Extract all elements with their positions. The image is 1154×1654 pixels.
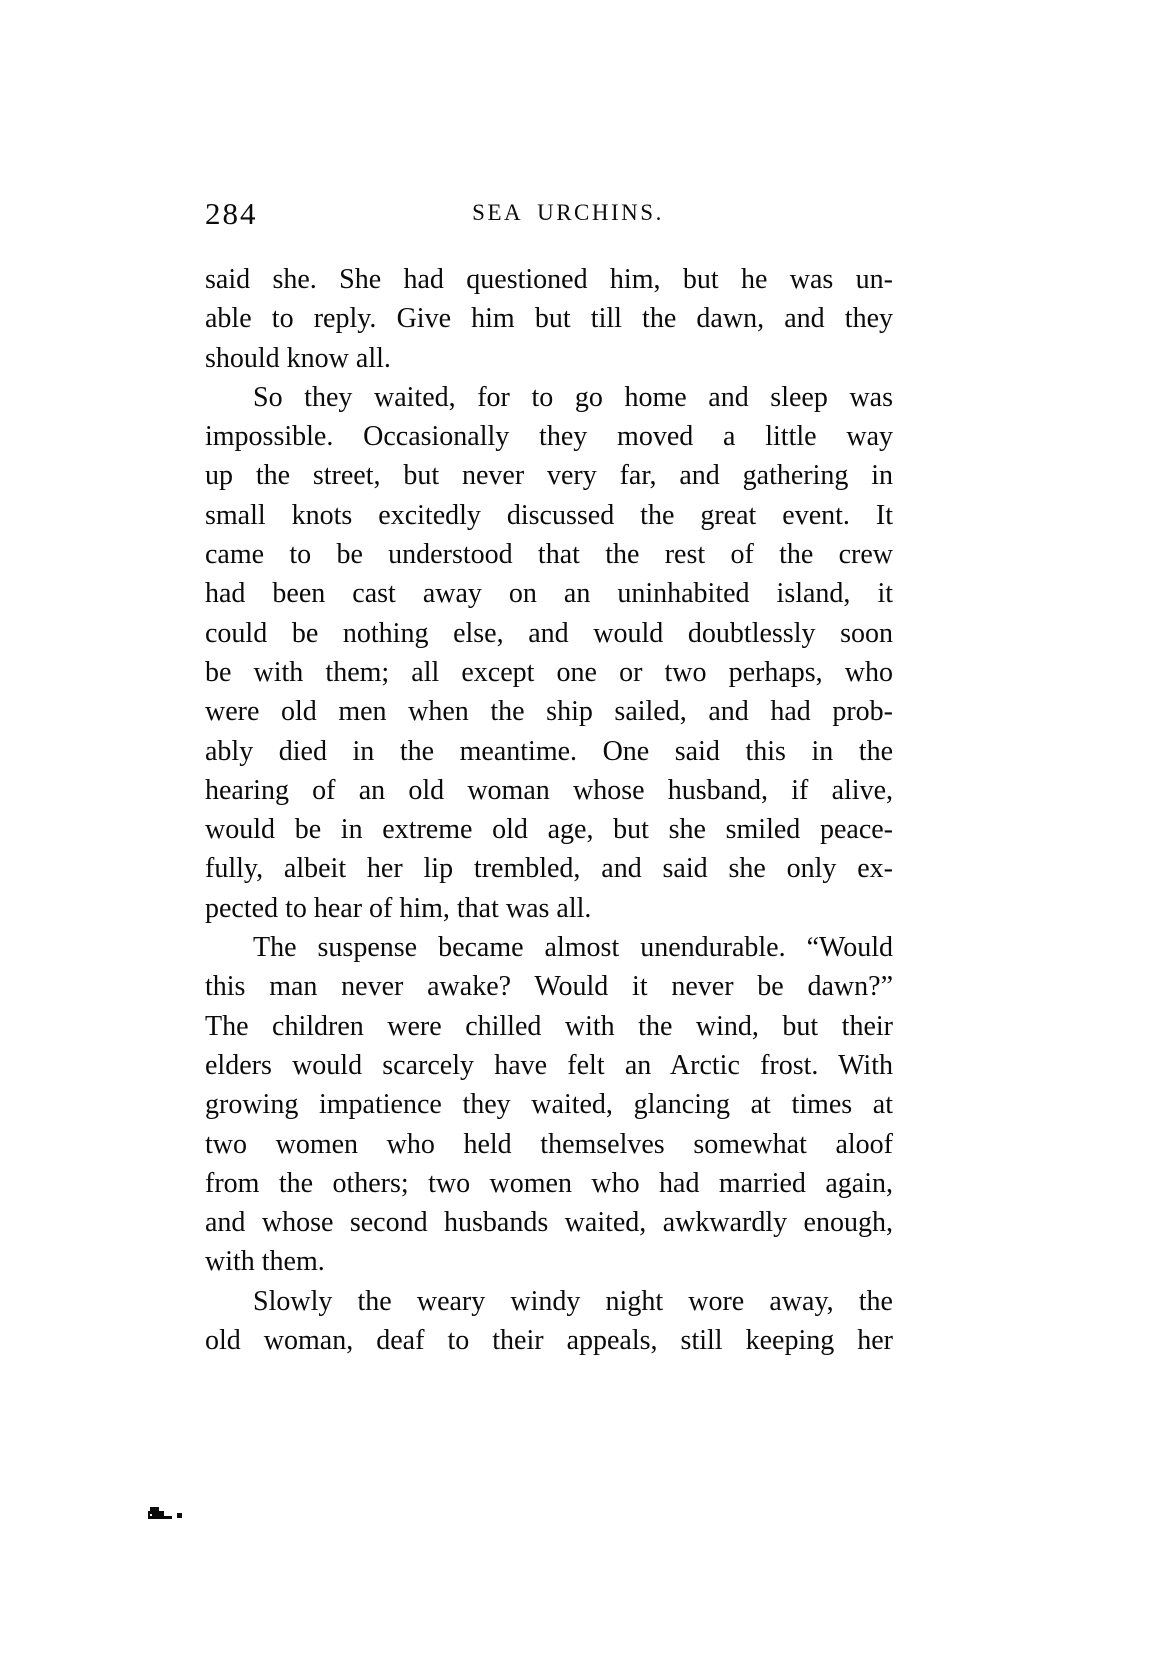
text-line: and whose second husbands waited, awkwardly enough, [205, 1207, 893, 1239]
text-line: should know all. [205, 342, 391, 374]
text-line: came to be understood that the rest of the crew [205, 539, 893, 571]
text-line: small knots excitedly discussed the great event. It [205, 499, 893, 531]
text-line: up the street, but never very far, and gathering in [205, 460, 893, 492]
text-line: were old men when the ship sailed, and had prob- [205, 696, 893, 728]
text-line: ably died in the meantime. One said this in the [205, 735, 893, 767]
text-line: Slowly the weary windy night wore away, the [253, 1285, 893, 1317]
text-line: this man never awake? Would it never be dawn?” [205, 971, 893, 1003]
text-line: The children were chilled with the wind, but their [205, 1010, 893, 1042]
text-line: from the others; two women who had married again, [205, 1167, 893, 1199]
ink-smudge [146, 1505, 188, 1523]
text-line: had been cast away on an uninhabited island, it [205, 578, 893, 610]
text-line: could be nothing else, and would doubtlessly soon [205, 617, 893, 649]
text-line: pected to hear of him, that was all. [205, 892, 592, 924]
text-line: The suspense became almost unendurable. “Would [253, 932, 893, 964]
text-line: be with them; all except one or two perhaps, who [205, 656, 893, 688]
text-line: growing impatience they waited, glancing at times at [205, 1089, 893, 1121]
text-line: elders would scarcely have felt an Arctic frost. With [205, 1049, 893, 1081]
text-line: impossible. Occasionally they moved a little way [205, 421, 893, 453]
text-line: So they waited, for to go home and sleep was [253, 381, 893, 413]
page-number: 284 [205, 196, 258, 231]
running-head-title: SEA URCHINS. [472, 200, 664, 225]
page-header [205, 196, 893, 236]
text-line: said she. She had questioned him, but he was un- [205, 264, 893, 295]
text-line: would be in extreme old age, but she smiled peace- [205, 814, 893, 846]
text-line: with them. [205, 1246, 325, 1278]
text-line: old woman, deaf to their appeals, still keeping her [205, 1325, 893, 1357]
text-line: fully, albeit her lip trembled, and said she only ex- [205, 853, 893, 885]
text-block [205, 260, 893, 1360]
text-line: two women who held themselves somewhat aloof [205, 1128, 893, 1160]
text-line: hearing of an old woman whose husband, if alive, [205, 774, 893, 806]
text-line: able to reply. Give him but till the dawn, and they [205, 303, 893, 335]
